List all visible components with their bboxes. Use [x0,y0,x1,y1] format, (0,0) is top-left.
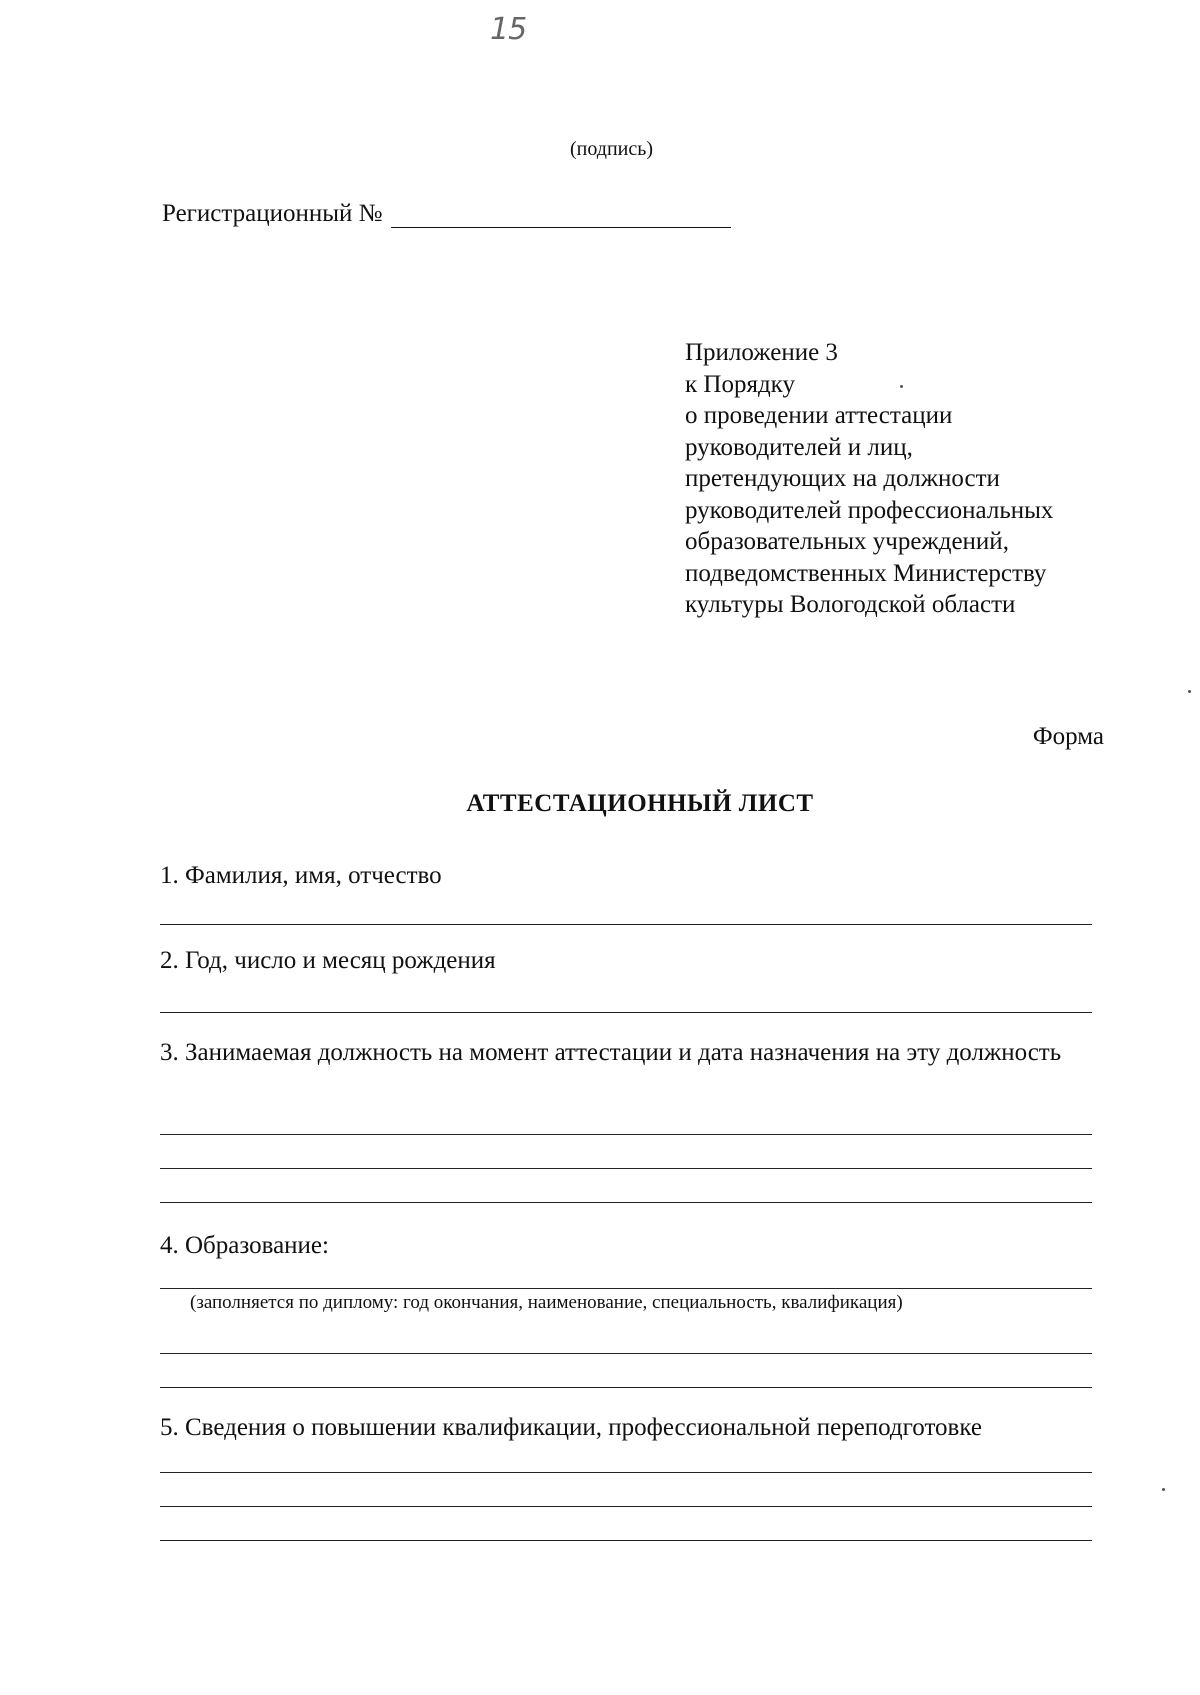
appendix-line: о проведении аттестации [685,402,953,429]
appendix-line: образовательных учреждений, [685,528,1009,555]
registration-number-blank[interactable] [391,201,731,228]
fill-line-qualification[interactable] [160,1540,1092,1541]
appendix-line: подведомственных Министерству [685,559,1047,587]
appendix-line: руководителей профессиональных [685,496,1054,524]
field-label-full-name: 1. Фамилия, имя, отчество [160,862,442,889]
scan-speck [1188,690,1191,693]
appendix-line: претендующих на должности [685,465,1000,492]
fill-line-position[interactable] [160,1202,1092,1203]
scan-speck [1162,1488,1165,1491]
form-label: Форма [1032,723,1104,750]
education-hint: (заполняется по диплому: год окончания, наименование, специальность, квалификация) [190,1292,903,1313]
document-title: АТТЕСТАЦИОННЫЙ ЛИСТ [466,790,814,817]
fill-line-position[interactable] [160,1168,1092,1169]
appendix-line: Приложение 3 [685,339,838,366]
appendix-line: руководителей и лиц, [685,433,913,461]
field-label-birth-date: 2. Год, число и месяц рождения [160,947,496,974]
fill-line-education[interactable] [160,1387,1092,1388]
appendix-block [685,337,1053,621]
scan-speck [900,385,903,388]
registration-number-line [162,200,731,228]
appendix-line: к Порядку [685,370,795,398]
registration-label: Регистрационный № [162,200,383,227]
fill-line-education[interactable] [160,1288,1092,1289]
field-label-qualification: 5. Сведения о повышении квалификации, профессиональной переподготовке [160,1414,982,1441]
fill-line-full-name[interactable] [160,924,1092,925]
signature-caption: (подпись) [570,138,654,160]
fill-line-education[interactable] [160,1353,1092,1354]
field-label-education: 4. Образование: [160,1232,329,1259]
fill-line-qualification[interactable] [160,1506,1092,1507]
field-label-position: 3. Занимаемая должность на момент аттестации и дата назначения на эту должность [160,1039,1062,1066]
fill-line-position[interactable] [160,1134,1092,1135]
appendix-line: культуры Вологодской области [685,591,1016,618]
fill-line-birth-date[interactable] [160,1012,1092,1013]
fill-line-qualification[interactable] [160,1472,1092,1473]
handwritten-page-number: 15 [490,12,527,47]
